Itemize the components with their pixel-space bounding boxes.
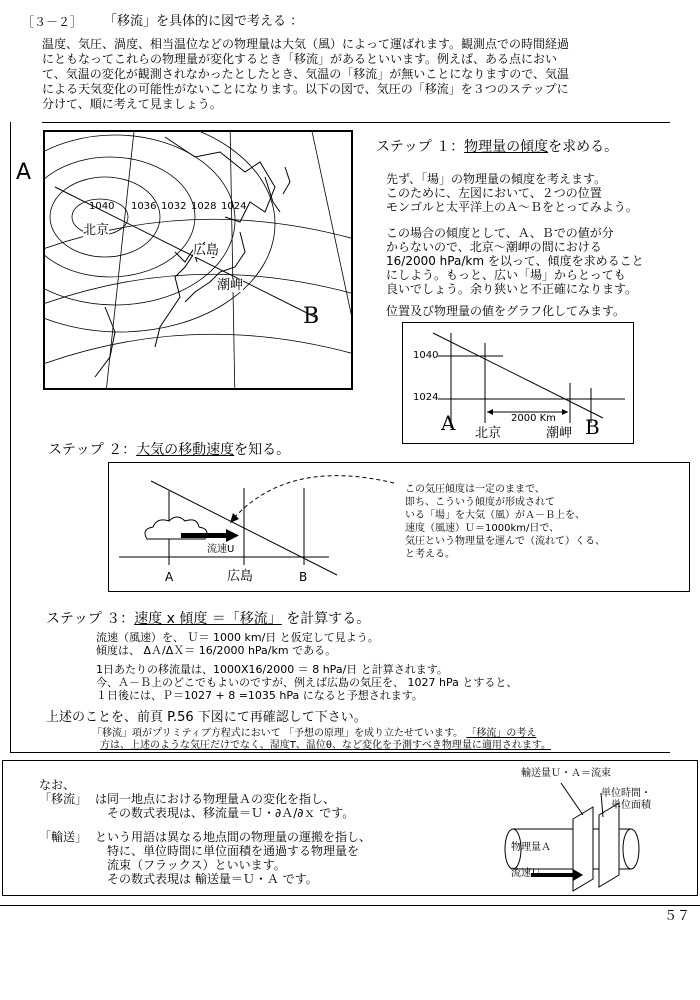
- step3-heading-suffix: を計算する。: [286, 611, 371, 627]
- note-naos: なお、: [39, 778, 76, 792]
- axis-label-b: B: [299, 570, 308, 584]
- speed-label: 流速U: [207, 544, 235, 555]
- step1-text: からないので、北京～潮岬の間における: [386, 240, 602, 254]
- map-label-a: A: [16, 160, 32, 185]
- step1-heading-prefix: ステップ １：: [376, 139, 465, 155]
- confirm-line: [92, 729, 536, 739]
- intro-line: による天気変化の可能性がないことになります。以下の図で、気圧の「移流」を３つのステップに: [42, 82, 569, 96]
- step2-note: この気圧傾度は一定のままで、: [405, 484, 545, 495]
- intro-line: 温度、気圧、渦度、相当温位などの物理量は大気（風）によって運ばれます。観測点での時間経過: [42, 37, 570, 51]
- step3-heading-prefix: ステップ ３：: [46, 611, 135, 627]
- step1-text: 良いでしょう。余り狭いと不正確になります。: [386, 282, 638, 296]
- step1-text: 位置及び物理量の値をグラフ化してみます。: [386, 304, 626, 318]
- confirm-heading: 上述のことを、前頁 P.56 下図にて再確認して下さい。: [46, 710, 367, 725]
- flux-label: 輸送量Ｕ・Ａ＝流束: [521, 768, 611, 779]
- step3-line: 傾度は、 ΔＡ/ΔＸ＝ 16/2000 hPa/km である。: [96, 644, 337, 657]
- quantity-label: 物理量Ａ: [511, 842, 551, 853]
- unit-label: 単位面積: [611, 800, 651, 811]
- map-label-shionomisaki: 潮岬: [217, 278, 244, 293]
- step1-text: この場合の傾度として、Ａ、Ｂでの値が分: [386, 226, 614, 240]
- note-box: [2, 760, 698, 896]
- confirm-line-underlined: 方は、上述のような気圧だけでなく、湿度T、温位θ、など変化を予測すべき物理量に適用されます。: [100, 740, 552, 751]
- page-title: 「移流」を具体的に図で考える ：: [104, 14, 304, 29]
- y-tick-label: 1040: [413, 350, 439, 361]
- step1-heading-underlined: 物理量の傾度: [464, 139, 549, 155]
- axis-label-hiroshima: 広島: [227, 569, 254, 584]
- step1-heading: [376, 140, 618, 154]
- step2-heading-prefix: ステップ ２：: [48, 442, 137, 458]
- confirm-line-underlined: 「移流」の考え: [466, 728, 537, 739]
- chart-label-b: B: [585, 415, 600, 439]
- step1-text: 先ず、「場」の物理量の傾度を考えます。: [386, 172, 607, 186]
- map-graphic: [45, 132, 351, 388]
- intro-line: て、気温の変化が観測されなかったとしたとき、気温の「移流」が無いことになりますので、気温: [42, 67, 570, 81]
- note-text: 特に、単位時間に単位面積を通過する物理量を: [107, 844, 360, 858]
- map-label-hiroshima: 広島: [193, 243, 220, 258]
- step2-diagram: [108, 462, 690, 592]
- step2-note: 即ち、こういう傾度が形成されて: [405, 497, 555, 508]
- isobar-label: 1040: [89, 201, 115, 212]
- divider: [42, 122, 670, 123]
- step2-note: と考える。: [405, 549, 455, 560]
- step2-note: 気圧という物理量を運んで（流れて）くる、: [405, 536, 605, 547]
- gradient-line: [433, 333, 603, 418]
- note-text: という用語は異なる地点間の物理量の運搬を指し、: [95, 830, 372, 844]
- note-text: その数式表現は、移流量＝Ｕ・∂Ａ/∂ｘ です。: [107, 806, 355, 820]
- note-iryu-term: 「移流」: [39, 792, 88, 806]
- y-tick-label: 1024: [413, 392, 439, 403]
- chart-label-shionomisaki: 潮岬: [546, 426, 573, 441]
- gradient-chart: [402, 322, 634, 444]
- step1-heading-suffix: を求める。: [548, 139, 619, 155]
- step2-diagram-svg: [109, 463, 689, 591]
- step3-heading-underlined: 速度 x 傾度 ＝「移流」: [134, 611, 282, 627]
- chart-label-beijing: 北京: [475, 426, 502, 441]
- isobar-label: 1032: [161, 201, 187, 212]
- unit-label: 単位時間・: [601, 788, 651, 799]
- step3-line: 1日あたりの移流量は、1000X16/2000 ＝ 8 hPa/日 と計算されます。: [96, 663, 448, 676]
- section-number: ［３－２］: [22, 15, 83, 29]
- map-label-beijing: 北京: [83, 223, 110, 238]
- axis-label-a: A: [165, 570, 174, 584]
- step3-line: 流速（風速）を、 Ｕ＝ 1000 km/日 と仮定して見よう。: [96, 631, 379, 644]
- map-label-b: B: [303, 304, 320, 329]
- step1-text: このために、左図において、２つの位置: [386, 186, 602, 200]
- note-yuso-term: 「輸送」: [39, 830, 88, 844]
- chart-label-a: A: [441, 411, 456, 435]
- note-text: は同一地点における物理量Ａの変化を指し、: [95, 792, 336, 806]
- isobar-label: 1024: [221, 201, 247, 212]
- note-text: その数式表現は 輸送量＝Ｕ・Ａ です。: [107, 872, 318, 886]
- footer-divider: [0, 905, 700, 906]
- step2-heading: [48, 443, 290, 457]
- step3-line: 今、Ａ－Ｂ上のどこでもよいのですが、例えば広島の気圧を、 1027 hPa とすると、: [96, 676, 518, 689]
- step2-note: 速度（風速）Ｕ＝1000km/日で、: [405, 523, 560, 534]
- step1-text: モンゴルと太平洋上のＡ～Ｂをとってみよう。: [386, 200, 638, 214]
- step3-line: １日後には、Ｐ＝1027 + 8 =1035 hPa になると予想されます。: [96, 689, 423, 702]
- page-number: ５７: [664, 909, 691, 924]
- isobar-label: 1028: [191, 201, 217, 212]
- distance-label: 2000 Km: [511, 413, 556, 424]
- step1-text: にしよう。もっと、広い「場」からとっても: [386, 268, 626, 282]
- frame-left-border: [10, 122, 11, 752]
- step1-text: 16/2000 hPa/km を以って、傾度を求めること: [386, 254, 644, 268]
- isobar-label: 1036: [131, 201, 157, 212]
- weather-map: [43, 130, 353, 390]
- step2-note: いる「場」を大気（風）がＡ－Ｂ上を、: [405, 510, 585, 521]
- step2-heading-suffix: を知る。: [234, 442, 291, 458]
- step2-heading-underlined: 大気の移動速度: [136, 442, 235, 458]
- flow-label: 流速Ｕ: [511, 868, 541, 879]
- intro-line: にともなってこれらの物理量が変化するとき「移流」があるといいます。例えば、ある点におい: [42, 52, 558, 66]
- confirm-line-part: 「移流」項がプリミティブ方程式において 「予想の原理」を成り立たせています。: [92, 728, 464, 739]
- step3-heading: [46, 612, 370, 626]
- note-text: 流束（フラックス）といいます。: [107, 858, 286, 872]
- intro-line: 分けて、順に考えて見ましょう。: [42, 97, 222, 111]
- divider: [10, 752, 670, 753]
